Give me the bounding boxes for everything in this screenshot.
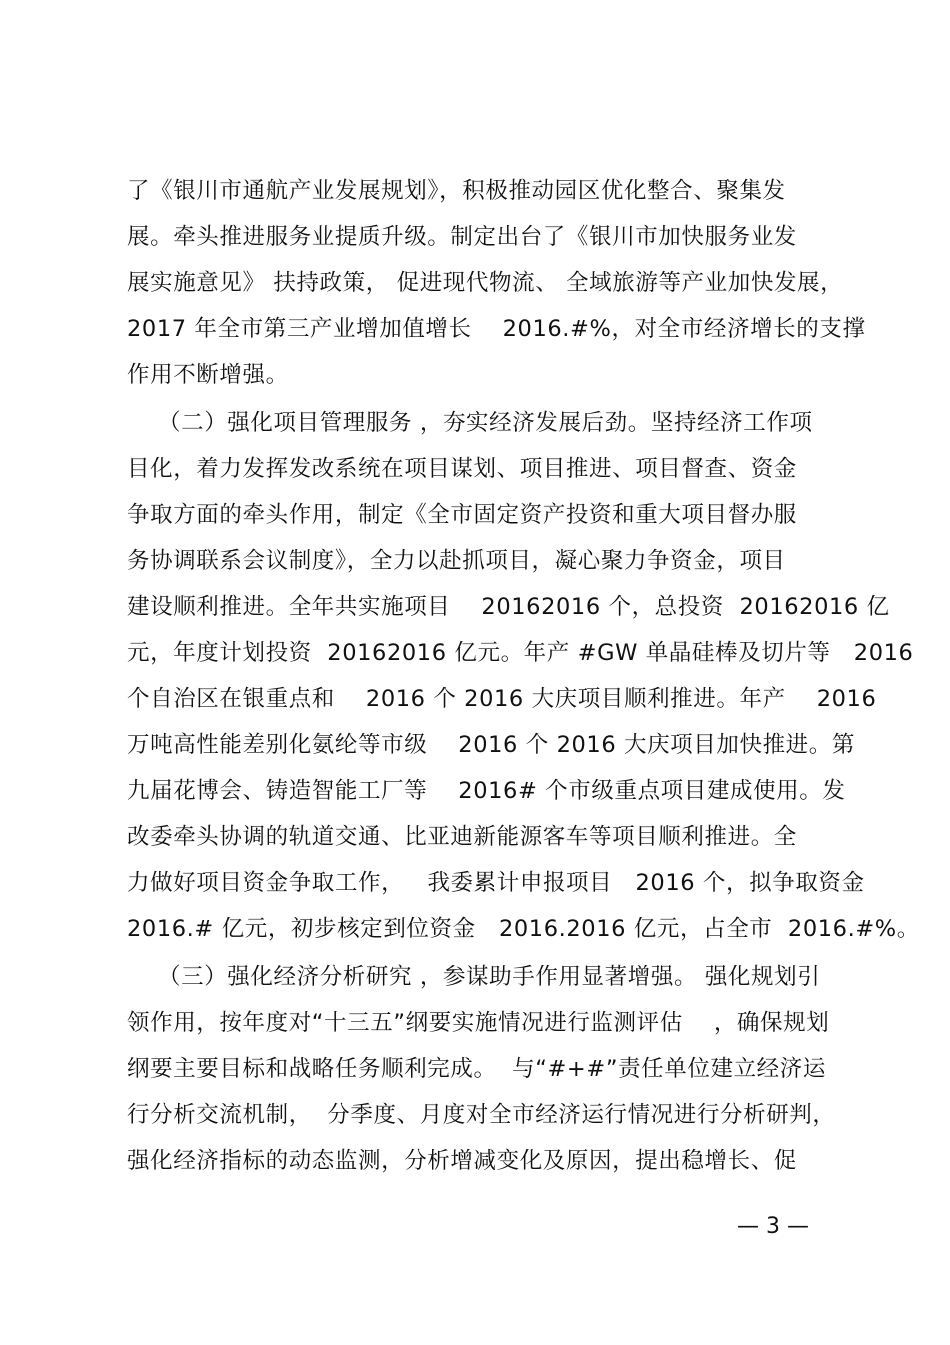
page-number: — 3 — [737, 1214, 809, 1239]
body-text-line: 展实施意见》 扶持政策， 促进现代物流、 全域旅游等产业加快发展， [127, 270, 844, 296]
section-heading-paragraph: （三）强化经济分析研究 ，参谋助手作用显著增强。 强化规划引 [127, 964, 821, 990]
body-text-line: 改委牵头协调的轨道交通、比亚迪新能源客车等项目顺利推进。全 [127, 824, 797, 850]
section-heading-paragraph: （二）强化项目管理服务 ，夯实经济发展后劲。坚持经济工作项 [127, 410, 813, 436]
body-text-line: 建设顺利推进。全年共实施项目 20162016 个，总投资 20162016 亿 [127, 594, 890, 620]
body-text-line: 万吨高性能差别化氨纶等市级 2016 个 2016 大庆项目加快推进。第 [127, 732, 855, 758]
body-text-line: 个自治区在银重点和 2016 个 2016 大庆项目顺利推进。年产 2016 [127, 686, 877, 712]
body-text-line: 行分析交流机制， 分季度、月度对全市经济运行情况进行分析研判， [127, 1102, 836, 1128]
body-text-line: 2017 年全市第三产业增加值增长 2016.#%，对全市经济增长的支撑 [127, 316, 866, 342]
body-text-line: 2016.# 亿元，初步核定到位资金 2016.2016 亿元，占全市 2016.#%。 [127, 916, 920, 942]
body-text-line: 元，年度计划投资 20162016 亿元。年产 #GW 单晶硅棒及切片等 2016 [127, 640, 914, 666]
body-text-line: 领作用，按年度对“十三五”纲要实施情况进行监测评估 ，确保规划 [127, 1010, 830, 1036]
body-text-line: 九届花博会、铸造智能工厂等 2016# 个市级重点项目建成使用。发 [127, 778, 846, 804]
body-text-line: 作用不断增强。 [127, 362, 289, 388]
body-text-line: 目化，着力发挥发改系统在项目谋划、项目推进、项目督查、资金 [127, 456, 797, 482]
body-text-line: 了《银川市通航产业发展规划》，积极推动园区优化整合、聚集发 [127, 178, 786, 204]
body-text-line: 展。牵头推进服务业提质升级。制定出台了《银川市加快服务业发 [127, 224, 797, 250]
body-text-line: 力做好项目资金争取工作， 我委累计申报项目 2016 个，拟争取资金 [127, 870, 865, 896]
body-text-line: 纲要主要目标和战略任务顺利完成。 与“#+#”责任单位建立经济运 [127, 1056, 826, 1082]
body-text-line: 务协调联系会议制度》，全力以赴抓项目，凝心聚力争资金，项目 [127, 548, 786, 574]
body-text-line: 争取方面的牵头作用，制定《全市固定资产投资和重大项目督办服 [127, 502, 797, 528]
body-text-line: 强化经济指标的动态监测，分析增减变化及原因，提出稳增长、促 [127, 1148, 797, 1174]
